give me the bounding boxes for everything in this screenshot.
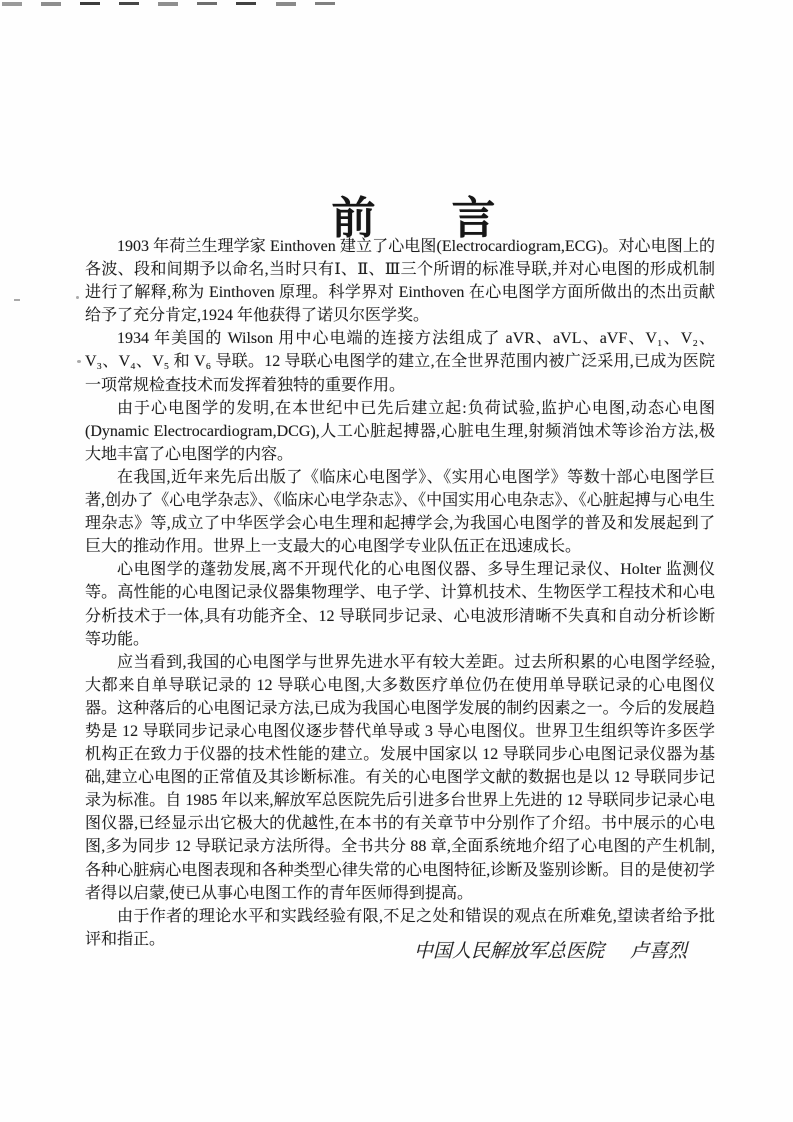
signature-institution: 中国人民解放军总医院	[413, 941, 604, 962]
paragraph-4: 在我国,近年来先后出版了《临床心电图学》、《实用心电图学》等数十部心电图学巨著,创办了《心电学杂志》、《临床心电学杂志》、《中国实用心电杂志》、《心脏起搏与心电生理杂志》等,成立了中华医学会心电生理和起搏学会,为我国心电图学的普及和发展起到了巨大的推动作用。世界上一支最大的心电图学专业队伍正在迅速成长。	[85, 468, 715, 556]
paragraph-2: 1934 年美国的 Wilson 用中心电端的连接方法组成了 aVR、aVL、aVF、V₁、V₂、V₃、V₄、V₅ 和 V₆ 导联。12 导联心电图学的建立,在全世界范围内被广泛采用,已成为医院一项常规检查技术而发挥着独特的重要作用。	[85, 330, 715, 394]
title-char-1: 前	[331, 194, 376, 244]
signature-line	[85, 936, 715, 963]
preface-body	[85, 235, 715, 951]
paragraph-3: 由于心电图学的发明,在本世纪中已先后建立起:负荷试验,监护心电图,动态心电图(Dynamic Electrocardiogram,DCG),人工心脏起搏器,心脏电生理,射频消蚀术等诊治方法,极大地丰富了心电图学的内容。	[85, 399, 715, 463]
paragraph-1: 1903 年荷兰生理学家 Einthoven 建立了心电图(Electrocardiogram,ECG)。对心电图上的各波、段和间期予以命名,当时只有Ⅰ、Ⅱ、Ⅲ三个所谓的标准导联,并对心电图的形成机制进行了解释,称为 Einthoven 原理。科学界对 Einthoven 在心电图学方面所做出的杰出贡献给予了充分肯定,1924 年他获得了诺贝尔医学奖。	[85, 238, 715, 325]
signature-author: 卢喜烈	[629, 941, 687, 962]
paragraph-5: 心电图学的蓬勃发展,离不开现代化的心电图仪器、多导生理记录仪、Holter 监测仪等。高性能的心电图记录仪器集物理学、电子学、计算机技术、生物医学工程技术和心电分析技术于一体,具有功能齐全、12 导联同步记录、心电波形清晰不失真和自动分析诊断等功能。	[85, 561, 715, 648]
paragraph-6: 应当看到,我国的心电图学与世界先进水平有较大差距。过去所积累的心电图学经验,大都来自单导联记录的 12 导联心电图,大多数医疗单位仍在使用单导联记录的心电图仪器。这种落后的心电图记录方法,已成为我国心电图学发展的制约因素之一。今后的发展趋势是 12 导联同步记录心电图仪逐步替代单导或 3 导心电图仪。世界卫生组织等许多医学机构正在致力于仪器的技术性能的建立。发展中国家以 12 导联同步心电图记录仪器为基础,建立心电图的正常值及其诊断标准。有关的心电图学文献的数据也是以 12 导联同步记录为标准。自 1985 年以来,解放军总医院先后引进多台世界上先进的 12 导联同步记录心电图仪器,已经显示出它极大的优越性,在本书的有关章节中分别作了介绍。书中展示的心电图,多为同步 12 导联记录方法所得。全书共分 88 章,全面系统地介绍了心电图的产生机制,各种心脏病心电图表现和各种类型心律失常的心电图特征,诊断及鉴别诊断。目的是使初学者得以启蒙,使已从事心电图工作的青年医师得到提高。	[85, 653, 715, 902]
scan-speck	[76, 296, 79, 299]
title-char-2: 言	[451, 194, 496, 244]
scan-speck	[77, 360, 81, 363]
paragraph-7: 由于作者的理论水平和实践经验有限,不足之处和错误的观点在所难免,望读者给予批评和指正。	[85, 907, 715, 948]
scan-speck	[14, 299, 20, 301]
